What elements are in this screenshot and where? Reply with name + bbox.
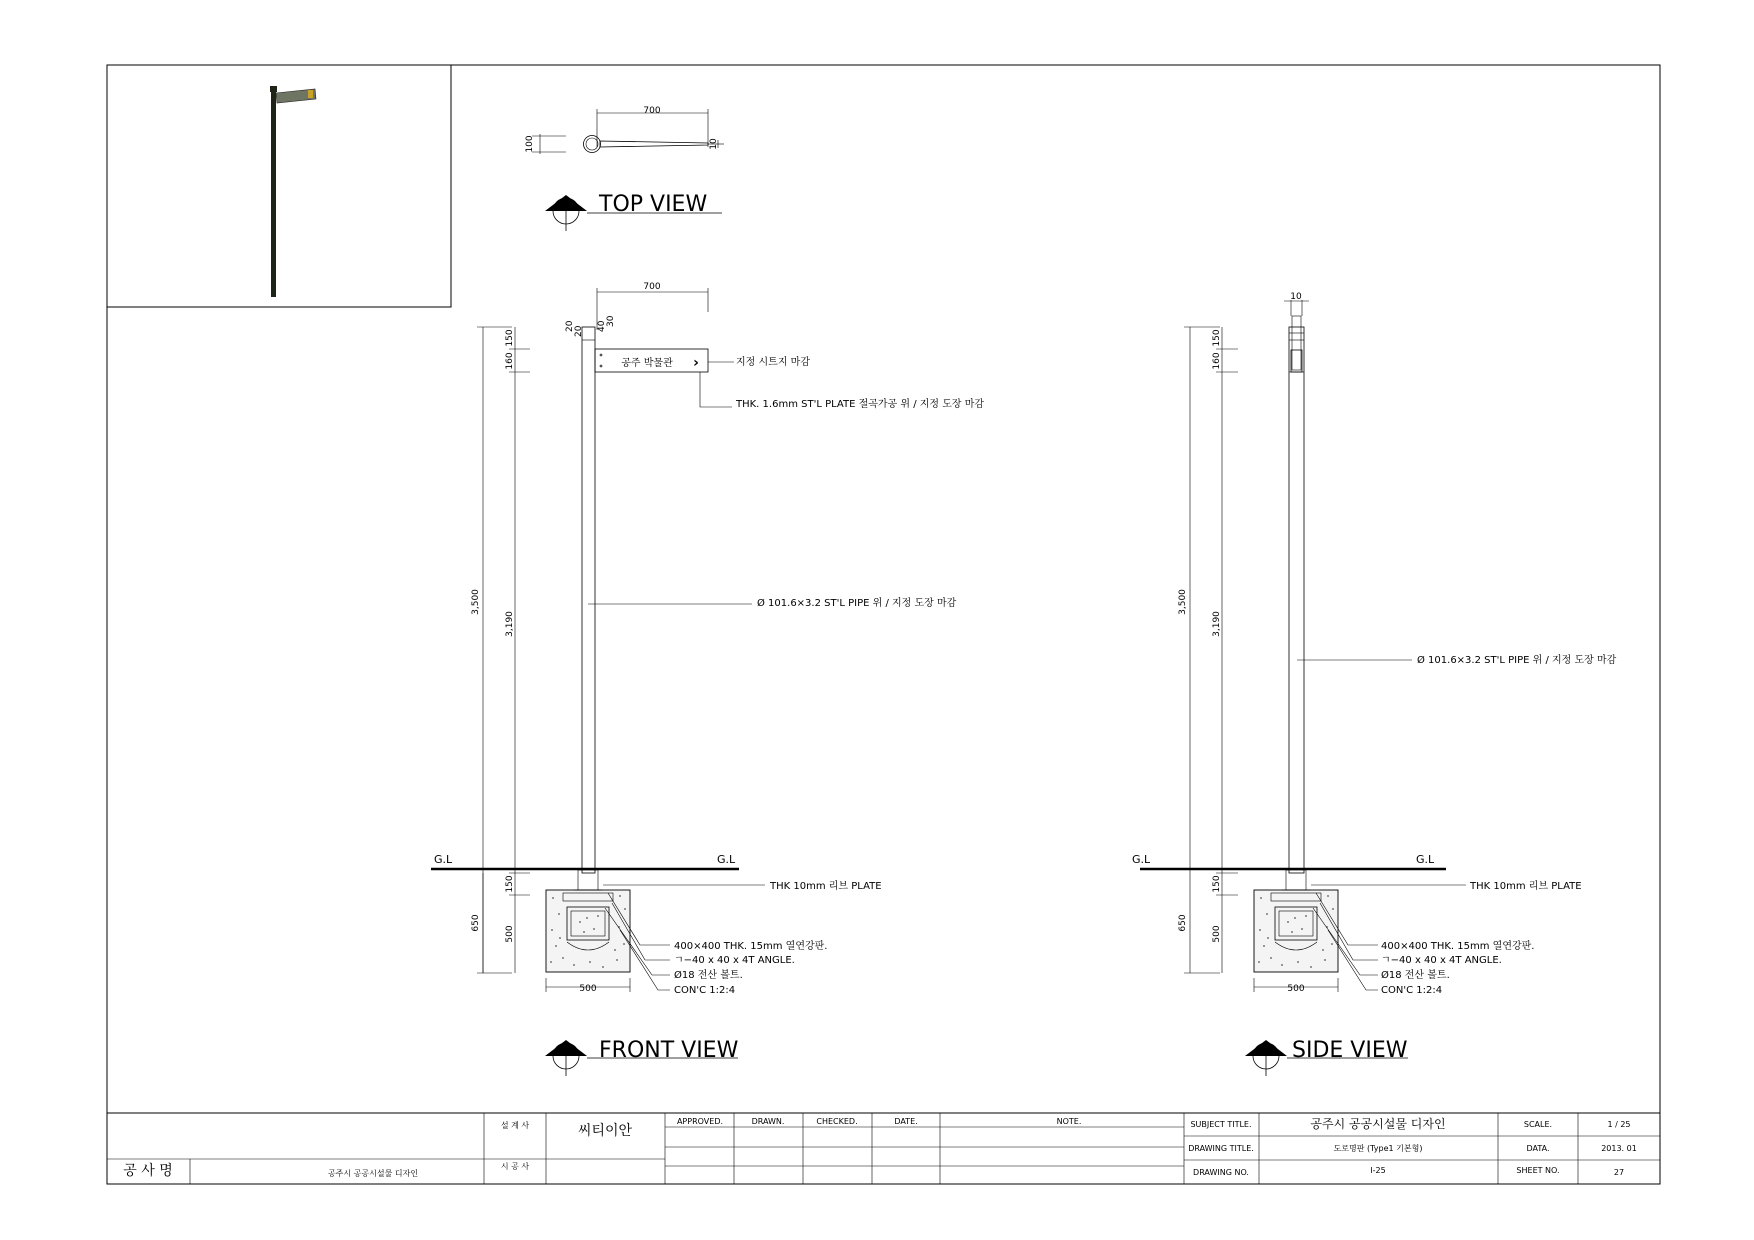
side-gl-left: G.L [1132, 853, 1151, 866]
thumbnail-render [107, 65, 451, 307]
side-dim-footing-500: 500 [1212, 925, 1222, 943]
side-dim-footing: 650 [1178, 914, 1188, 932]
front-sign-arrow: › [693, 355, 699, 371]
front-note-bolt: Ø18 전산 볼트. [674, 970, 743, 981]
designer-name: 씨티이안 [577, 1123, 633, 1139]
top-view [525, 106, 724, 231]
approved-label: APPROVED. [676, 1117, 724, 1126]
front-dim-total: 3,500 [471, 589, 481, 615]
front-dim-footing-500: 500 [505, 925, 515, 943]
front-note-plate: THK. 1.6mm ST'L PLATE 절곡가공 위 / 지정 도장 마감 [736, 399, 985, 410]
front-sign-text: 공주 박물관 [621, 358, 673, 369]
data-value: 2013. 01 [1601, 1144, 1637, 1153]
front-dim-40: 40 [597, 320, 607, 332]
front-gl-left: G.L [434, 853, 453, 866]
front-dim-base-width: 500 [579, 984, 597, 994]
title-block [107, 1113, 1660, 1184]
front-note-angle: ㄱ−40 x 40 x 4T ANGLE. [674, 955, 795, 966]
designer-label: 설 계 사 [500, 1121, 530, 1130]
side-dim-base-width: 500 [1287, 984, 1305, 994]
top-dim-width: 700 [643, 106, 661, 116]
project-name: 공주시 공공시설물 디자인 [327, 1169, 419, 1178]
front-dim-30: 30 [606, 315, 616, 327]
builder-label: 시 공 사 [500, 1162, 530, 1171]
front-dim-footing-150: 150 [505, 875, 515, 893]
sheet-no-label: SHEET NO. [1516, 1166, 1560, 1175]
side-dim-top: 10 [1290, 292, 1302, 302]
scale-label: SCALE. [1523, 1120, 1553, 1129]
drawing-no-label: DRAWING NO. [1193, 1168, 1249, 1177]
side-dim-total: 3,500 [1178, 589, 1188, 615]
thumbnail-pole [271, 90, 276, 297]
front-note-rib: THK 10mm 리브 PLATE [770, 881, 882, 892]
front-dim-top-150: 150 [505, 329, 515, 347]
checked-label: CHECKED. [816, 1117, 858, 1126]
drawing-no: I-25 [1370, 1166, 1386, 1175]
front-view-title: FRONT VIEW [599, 1038, 739, 1063]
front-dim-160: 160 [505, 352, 515, 370]
front-view [431, 282, 984, 1076]
scale-value: 1 / 25 [1607, 1120, 1631, 1129]
front-dim-20b: 20 [574, 325, 584, 337]
side-dim-top-150: 150 [1212, 329, 1222, 347]
drawn-label: DRAWN. [751, 1117, 785, 1126]
front-dim-pole: 3,190 [505, 611, 515, 637]
side-note-pipe: Ø 101.6×3.2 ST'L PIPE 위 / 지정 도장 마감 [1417, 655, 1617, 666]
front-gl-right: G.L [717, 853, 736, 866]
top-view-title: TOP VIEW [599, 192, 708, 217]
project-label: 공 사 명 [123, 1163, 173, 1179]
drawing-title-label: DRAWING TITLE. [1188, 1144, 1254, 1153]
top-dim-diameter: 100 [525, 135, 535, 153]
side-note-conc: CON'C 1:2:4 [1381, 985, 1443, 996]
thumbnail-sign-accent [308, 90, 313, 98]
note-label: NOTE. [1056, 1117, 1082, 1126]
sheet-border [107, 65, 1660, 1184]
side-gl-right: G.L [1416, 853, 1435, 866]
front-note-pipe: Ø 101.6×3.2 ST'L PIPE 위 / 지정 도장 마감 [757, 598, 957, 609]
side-view [1132, 292, 1617, 1076]
date-label: DATE. [894, 1117, 918, 1126]
top-dim-plate: 10 [709, 138, 719, 150]
front-note-conc: CON'C 1:2:4 [674, 985, 736, 996]
side-note-bolt: Ø18 전산 볼트. [1381, 970, 1450, 981]
side-note-rib: THK 10mm 리브 PLATE [1470, 881, 1582, 892]
front-note-base: 400×400 THK. 15mm 열연강판. [674, 941, 828, 952]
data-label: DATA. [1526, 1144, 1550, 1153]
side-view-title: SIDE VIEW [1292, 1038, 1408, 1063]
side-dim-160: 160 [1212, 352, 1222, 370]
side-dim-pole: 3,190 [1212, 611, 1222, 637]
side-dim-footing-150: 150 [1212, 875, 1222, 893]
drawing-title: 도로명판 (Type1 기본형) [1333, 1144, 1423, 1153]
side-note-angle: ㄱ−40 x 40 x 4T ANGLE. [1381, 955, 1502, 966]
front-dim-width: 700 [643, 282, 661, 292]
front-dim-20a: 20 [565, 320, 575, 332]
sheet-no-value: 27 [1613, 1168, 1625, 1177]
front-dim-footing: 650 [471, 914, 481, 932]
subject-title-label: SUBJECT TITLE. [1190, 1120, 1252, 1129]
side-note-base: 400×400 THK. 15mm 열연강판. [1381, 941, 1535, 952]
subject-title: 공주시 공공시설물 디자인 [1310, 1117, 1446, 1131]
front-note-sheet: 지정 시트지 마감 [736, 357, 810, 368]
